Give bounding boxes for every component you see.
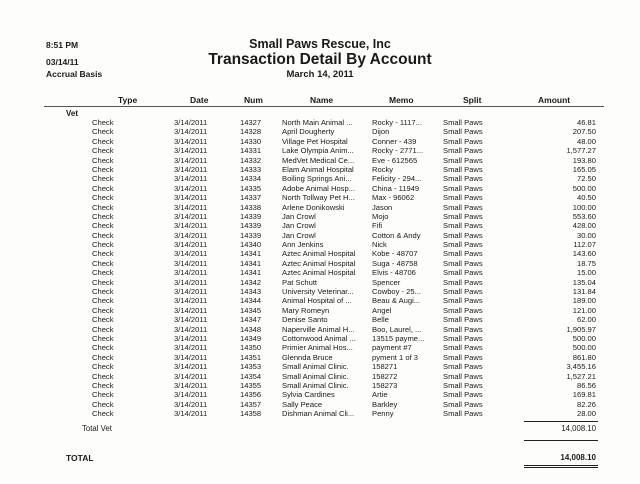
cell-amount: 193.80 [572,155,596,165]
cell-type: Check [92,324,114,334]
cell-split: Small Paws [443,277,483,287]
cell-type: Check [92,202,114,212]
company-name: Small Paws Rescue, Inc [249,37,391,51]
cell-name: Lake Olympia Anim... [282,146,354,156]
cell-name: Naperville Animal H... [282,324,355,334]
report-date: 03/14/11 [46,57,79,67]
cell-split: Small Paws [443,249,483,259]
cell-type: Check [92,287,114,297]
cell-amount: 72.50 [576,174,596,184]
cell-name: Village Pet Hospital [282,136,348,146]
cell-date: 3/14/2011 [174,315,208,325]
cell-num: 14351 [240,352,262,362]
cell-amount: 131.84 [572,287,596,297]
cell-amount: 86.56 [576,380,596,390]
table-row [0,146,640,155]
cell-amount: 46.81 [576,118,596,127]
cell-split: Small Paws [443,183,483,193]
cell-split: Small Paws [443,230,483,240]
cell-name: Sally Peace [282,399,323,409]
cell-name: Small Animal Clinic. [282,380,349,390]
cell-memo: Belle [372,315,389,325]
cell-type: Check [92,380,114,390]
cell-date: 3/14/2011 [174,230,208,240]
cell-num: 14327 [240,118,262,127]
table-row [0,372,640,381]
cell-num: 14358 [240,409,262,419]
cell-num: 14339 [240,221,262,231]
cell-split: Small Paws [443,258,483,268]
cell-num: 14328 [240,127,262,137]
cell-name: Small Animal Clinic. [282,371,349,381]
cell-memo: Cowboy - 25... [372,287,421,297]
table-row [0,409,640,418]
cell-memo: Max - 96062 [372,193,415,203]
cell-memo: Jason [372,202,393,212]
cell-amount: 165.05 [572,164,596,174]
cell-split: Small Paws [443,315,483,325]
cell-split: Small Paws [443,399,483,409]
cell-type: Check [92,221,114,231]
cell-date: 3/14/2011 [174,249,208,259]
grand-total-rule-1 [524,465,598,466]
cell-memo: Dijon [372,127,390,137]
cell-name: MedVet Medical Ce... [282,155,355,165]
table-row [0,362,640,371]
cell-num: 14356 [240,390,262,400]
cell-date: 3/14/2011 [174,390,208,400]
total-vet-amount: 14,008.10 [561,424,596,433]
col-num: Num [244,95,263,105]
cell-date: 3/14/2011 [174,343,208,353]
table-row [0,231,640,240]
table-row [0,165,640,174]
cell-num: 14337 [240,193,262,203]
cell-num: 14332 [240,155,262,165]
cell-date: 3/14/2011 [174,118,208,127]
cell-num: 14331 [240,146,262,156]
cell-amount: 1,905.97 [566,324,596,334]
table-row [0,193,640,202]
cell-amount: 1,527.21 [566,371,596,381]
cell-type: Check [92,268,114,278]
cell-date: 3/14/2011 [174,211,208,221]
cell-num: 14357 [240,399,262,409]
table-row [0,127,640,136]
cell-date: 3/14/2011 [174,305,208,315]
cell-type: Check [92,390,114,400]
report-period: March 14, 2011 [286,69,354,80]
cell-amount: 1,577.27 [566,146,596,156]
cell-amount: 861.80 [572,352,596,362]
cell-amount: 15.00 [576,268,596,278]
cell-memo: 158273 [372,380,398,390]
cell-date: 3/14/2011 [174,193,208,203]
cell-type: Check [92,305,114,315]
col-type: Type [118,95,138,105]
cell-name: Animal Hospital of ... [282,296,352,306]
cell-num: 14349 [240,333,262,343]
table-row [0,221,640,230]
col-split: Split [463,95,482,105]
cell-split: Small Paws [443,390,483,400]
cell-type: Check [92,164,114,174]
cell-num: 14343 [240,287,262,297]
cell-split: Small Paws [443,268,483,278]
cell-amount: 18.75 [576,258,596,268]
cell-memo: Rocky - 2771... [372,146,424,156]
cell-amount: 121.00 [572,305,596,315]
cell-name: Sylvia Cardines [282,390,335,400]
table-row [0,184,640,193]
cell-split: Small Paws [443,305,483,315]
cell-num: 14348 [240,324,262,334]
cell-split: Small Paws [443,324,483,334]
cell-name: University Veterinar... [282,287,354,297]
cell-name: Small Animal Clinic. [282,362,349,372]
table-row [0,278,640,287]
cell-type: Check [92,230,114,240]
cell-type: Check [92,315,114,325]
table-row [0,325,640,334]
cell-name: Adobe Animal Hosp... [282,183,356,193]
cell-date: 3/14/2011 [174,333,208,343]
cell-split: Small Paws [443,174,483,184]
transaction-table [0,118,640,419]
cell-split: Small Paws [443,202,483,212]
cell-type: Check [92,362,114,372]
cell-split: Small Paws [443,155,483,165]
cell-split: Small Paws [443,333,483,343]
cell-type: Check [92,146,114,156]
cell-split: Small Paws [443,146,483,156]
col-memo: Memo [389,95,414,105]
cell-amount: 500.00 [572,333,596,343]
cell-memo: Boo, Laurel, ... [372,324,422,334]
col-name: Name [310,95,334,105]
cell-type: Check [92,343,114,353]
cell-split: Small Paws [443,136,483,146]
cell-date: 3/14/2011 [174,277,208,287]
cell-amount: 189.00 [572,296,596,306]
cell-memo: Eve - 612565 [372,155,418,165]
subtotal-rule [524,421,598,422]
cell-memo: China - 11949 [372,183,420,193]
cell-amount: 500.00 [572,343,596,353]
cell-num: 14350 [240,343,262,353]
cell-date: 3/14/2011 [174,136,208,146]
cell-amount: 143.60 [572,249,596,259]
cell-type: Check [92,352,114,362]
table-row [0,137,640,146]
total-vet-label: Total Vet [82,424,112,433]
cell-memo: Felicity - 294... [372,174,422,184]
cell-amount: 500.00 [572,183,596,193]
table-row [0,174,640,183]
cell-name: Aztec Animal Hospital [282,249,356,259]
cell-type: Check [92,183,114,193]
cell-amount: 40.50 [576,193,596,203]
table-row [0,240,640,249]
cell-name: North Main Animal ... [282,118,353,127]
cell-name: Glennda Bruce [282,352,333,362]
cell-num: 14341 [240,249,262,259]
cell-amount: 169.81 [572,390,596,400]
cell-num: 14330 [240,136,262,146]
cell-name: April Dougherty [282,127,335,137]
cell-name: Jan Crowl [282,230,316,240]
cell-num: 14347 [240,315,262,325]
cell-amount: 82.26 [576,399,596,409]
cell-split: Small Paws [443,118,483,127]
cell-num: 14335 [240,183,262,193]
grand-total-rule-2 [524,467,598,468]
cell-type: Check [92,258,114,268]
cell-split: Small Paws [443,343,483,353]
account-label: Vet [66,109,79,118]
cell-amount: 553.60 [572,211,596,221]
cell-name: Primier Animal Hos... [282,343,353,353]
cell-amount: 207.50 [572,127,596,137]
col-date: Date [190,95,209,105]
table-row [0,156,640,165]
cell-date: 3/14/2011 [174,183,208,193]
grand-total-amount: 14,008.10 [560,453,596,462]
grand-total-label: TOTAL [66,453,94,463]
cell-type: Check [92,136,114,146]
cell-amount: 100.00 [572,202,596,212]
cell-num: 14340 [240,240,262,250]
cell-date: 3/14/2011 [174,268,208,278]
cell-split: Small Paws [443,352,483,362]
cell-memo: 13515 payme... [372,333,425,343]
cell-split: Small Paws [443,409,483,419]
cell-num: 14353 [240,362,262,372]
cell-num: 14342 [240,277,262,287]
cell-type: Check [92,240,114,250]
table-row [0,212,640,221]
cell-date: 3/14/2011 [174,380,208,390]
cell-type: Check [92,296,114,306]
cell-date: 3/14/2011 [174,164,208,174]
cell-memo: Nick [372,240,387,250]
header-divider [44,106,604,107]
cell-type: Check [92,333,114,343]
table-row [0,259,640,268]
cell-name: Elam Animal Hospital [282,164,354,174]
cell-amount: 48.00 [576,136,596,146]
cell-num: 14345 [240,305,262,315]
cell-amount: 112.07 [573,240,596,250]
cell-amount: 3,455.16 [566,362,596,372]
cell-memo: Conner - 439 [372,136,417,146]
cell-name: Pat Schutt [282,277,318,287]
cell-date: 3/14/2011 [174,352,208,362]
cell-amount: 135.04 [572,277,596,287]
table-row [0,343,640,352]
cell-name: North Tollway Pet H... [282,193,355,203]
cell-num: 14333 [240,164,262,174]
cell-memo: pyment 1 of 3 [372,352,419,362]
cell-date: 3/14/2011 [174,409,208,419]
cell-name: Denise Santo [282,315,328,325]
cell-type: Check [92,211,114,221]
report-title: Transaction Detail By Account [208,51,432,68]
cell-date: 3/14/2011 [174,324,208,334]
cell-num: 14334 [240,174,262,184]
table-row [0,353,640,362]
cell-split: Small Paws [443,380,483,390]
table-row [0,287,640,296]
cell-split: Small Paws [443,287,483,297]
cell-memo: 158272 [372,371,398,381]
table-row [0,315,640,324]
total-rule [524,440,598,441]
cell-num: 14338 [240,202,262,212]
cell-type: Check [92,409,114,419]
cell-split: Small Paws [443,362,483,372]
table-row [0,296,640,305]
cell-num: 14354 [240,371,262,381]
table-row [0,203,640,212]
cell-name: Aztec Animal Hospital [282,268,356,278]
cell-date: 3/14/2011 [174,399,208,409]
cell-memo: Suga - 48758 [372,258,418,268]
cell-name: Jan Crowl [282,211,316,221]
cell-split: Small Paws [443,164,483,174]
cell-memo: Barkley [372,399,398,409]
cell-memo: Rocky - 1117... [372,118,422,127]
col-amount: Amount [538,95,571,105]
cell-memo: Spencer [372,277,401,287]
table-row [0,400,640,409]
cell-type: Check [92,399,114,409]
cell-num: 14341 [240,258,262,268]
cell-type: Check [92,193,114,203]
cell-name: Mary Romeyn [282,305,330,315]
table-row [0,268,640,277]
cell-type: Check [92,118,114,127]
cell-date: 3/14/2011 [174,258,208,268]
cell-split: Small Paws [443,193,483,203]
table-row [0,118,640,127]
cell-name: Dishman Animal Cli... [282,409,355,419]
table-row [0,381,640,390]
cell-date: 3/14/2011 [174,296,208,306]
cell-type: Check [92,249,114,259]
table-row [0,334,640,343]
cell-num: 14339 [240,211,262,221]
cell-type: Check [92,277,114,287]
cell-type: Check [92,371,114,381]
cell-name: Cottonwood Animal ... [282,333,356,343]
cell-memo: Artie [372,390,388,400]
cell-name: Ann Jenkins [282,240,324,250]
cell-memo: Angel [372,305,392,315]
cell-num: 14344 [240,296,262,306]
cell-memo: Mojo [372,211,389,221]
cell-date: 3/14/2011 [174,146,208,156]
table-row [0,249,640,258]
cell-memo: Kobe - 48707 [372,249,418,259]
cell-date: 3/14/2011 [174,127,208,137]
cell-split: Small Paws [443,240,483,250]
table-row [0,306,640,315]
cell-num: 14355 [240,380,262,390]
cell-name: Arlene Donikowski [282,202,345,212]
report-basis: Accrual Basis [46,69,103,79]
cell-split: Small Paws [443,221,483,231]
cell-amount: 28.00 [576,409,596,419]
cell-memo: Penny [372,409,394,419]
cell-name: Boiling Springs Ani... [282,174,352,184]
cell-date: 3/14/2011 [174,221,208,231]
cell-date: 3/14/2011 [174,287,208,297]
table-row [0,390,640,399]
cell-name: Jan Crowl [282,221,316,231]
report-time: 8:51 PM [46,40,79,50]
cell-memo: 158271 [372,362,398,372]
cell-split: Small Paws [443,296,483,306]
cell-memo: Beau & Augi... [372,296,421,306]
cell-split: Small Paws [443,127,483,137]
cell-memo: Elvis - 48706 [372,268,416,278]
cell-date: 3/14/2011 [174,155,208,165]
cell-date: 3/14/2011 [174,174,208,184]
cell-memo: Cotton & Andy [372,230,421,240]
cell-num: 14339 [240,230,262,240]
cell-date: 3/14/2011 [174,202,208,212]
cell-memo: Rocky [372,164,394,174]
cell-type: Check [92,127,114,137]
cell-date: 3/14/2011 [174,240,208,250]
cell-type: Check [92,155,114,165]
cell-amount: 428.00 [572,221,596,231]
cell-amount: 62.00 [576,315,596,325]
cell-date: 3/14/2011 [174,362,208,372]
cell-date: 3/14/2011 [174,371,208,381]
cell-memo: Fifi [372,221,383,231]
cell-num: 14341 [240,268,262,278]
cell-type: Check [92,174,114,184]
cell-amount: 30.00 [576,230,596,240]
cell-name: Aztec Animal Hospital [282,258,356,268]
cell-split: Small Paws [443,371,483,381]
cell-memo: payment #7 [372,343,412,353]
cell-split: Small Paws [443,211,483,221]
